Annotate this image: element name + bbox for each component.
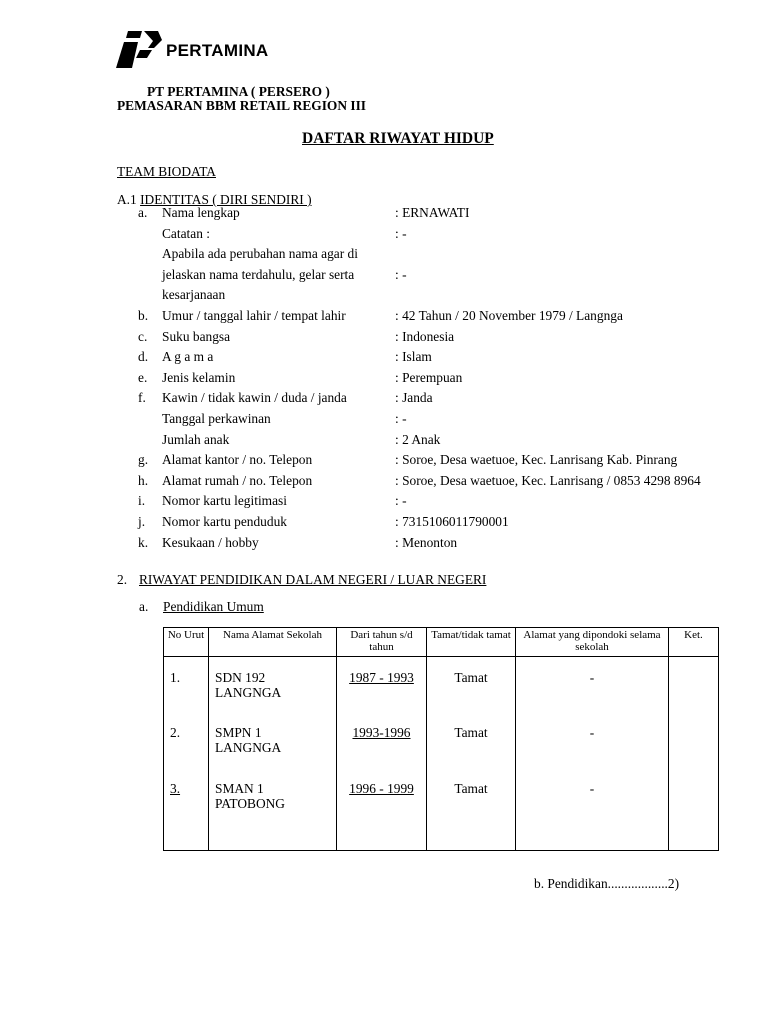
identity-row-letter: a.	[138, 205, 148, 220]
col-header-years: Dari tahun s/d tahun	[337, 628, 427, 657]
row-years: 1987 - 1993	[337, 657, 427, 713]
identity-row-letter: h.	[138, 472, 149, 488]
identity-row-value: : -	[395, 266, 407, 282]
row-note	[669, 769, 719, 851]
identity-row-label: kesarjanaan	[162, 287, 226, 303]
identity-row	[0, 203, 768, 223]
identity-row-label: Alamat rumah / no. Telepon	[162, 472, 313, 488]
identity-row	[0, 327, 768, 347]
identity-row	[0, 430, 768, 450]
identity-row-value: : Janda	[395, 390, 433, 406]
row-status: Tamat	[427, 657, 516, 713]
identity-row-letter: i.	[138, 493, 146, 509]
identity-row	[0, 533, 768, 553]
identity-row	[0, 471, 768, 491]
identity-row-label: Nomor kartu legitimasi	[162, 493, 287, 509]
identity-row-label: Jumlah anak	[162, 431, 230, 447]
identity-row-letter: k.	[138, 534, 149, 550]
row-no: 1.	[164, 657, 209, 713]
identity-row	[0, 388, 768, 408]
identity-row-letter: d.	[138, 349, 149, 365]
row-note	[669, 713, 719, 769]
identity-row-label: Catatan :	[162, 225, 210, 241]
identity-row-value: : Soroe, Desa waetuoe, Kec. Lanrisang Kab. Pinrang	[395, 452, 678, 468]
identity-row-value: : 2 Anak	[395, 431, 441, 447]
pertamina-emblem-icon	[114, 28, 164, 72]
identity-row-label: Kawin / tidak kawin / duda / janda	[162, 390, 347, 406]
col-header-no: No Urut	[164, 628, 209, 657]
identity-row-letter: b.	[138, 308, 149, 323]
row-address: -	[516, 657, 669, 713]
row-no: 3.	[164, 769, 209, 851]
identity-row-label: Tanggal perkawinan	[162, 411, 271, 426]
identity-row-label: Nama lengkap	[162, 205, 240, 220]
col-header-status: Tamat/tidak tamat	[427, 628, 516, 657]
identity-row-label: Jenis kelamin	[162, 369, 236, 385]
identity-row	[0, 306, 768, 326]
col-header-address: Alamat yang dipondoki selama sekolah	[516, 628, 669, 657]
table-header-row	[164, 628, 719, 657]
table-row	[164, 713, 719, 769]
identity-row-letter: c.	[138, 328, 148, 344]
identity-row-letter: j.	[138, 514, 146, 529]
identity-row-value: : ERNAWATI	[395, 205, 470, 220]
identity-row-value: : Islam	[395, 349, 432, 365]
row-status: Tamat	[427, 769, 516, 851]
division-name: PEMASARAN BBM RETAIL REGION III	[117, 98, 367, 113]
row-years: 1996 - 1999	[337, 769, 427, 851]
row-no: 2.	[164, 713, 209, 769]
identity-row-label: Umur / tanggal lahir / tempat lahir	[162, 308, 346, 323]
education-heading: RIWAYAT PENDIDIKAN DALAM NEGERI / LUAR NEGERI	[139, 572, 487, 587]
identity-row-letter: g.	[138, 452, 149, 468]
document-title: DAFTAR RIWAYAT HIDUP	[302, 130, 494, 147]
col-header-note: Ket.	[669, 628, 719, 657]
identity-row	[0, 409, 768, 429]
identity-row-label: Suku bangsa	[162, 328, 231, 344]
logo-text: PERTAMINA	[166, 41, 269, 60]
identity-row-label: Nomor kartu penduduk	[162, 514, 287, 529]
identity-row-value: : 7315106011790001	[395, 514, 509, 529]
identity-row	[0, 347, 768, 367]
table-row	[164, 769, 719, 851]
identity-row-value: : -	[395, 411, 407, 426]
identity-row-value: : Menonton	[395, 534, 458, 550]
identity-row	[0, 265, 768, 285]
education-table	[163, 627, 719, 851]
identity-row-letter: e.	[138, 369, 148, 385]
identity-row-value: : Perempuan	[395, 369, 463, 385]
identity-row-value: : Indonesia	[395, 328, 455, 344]
identity-heading-text: IDENTITAS ( DIRI SENDIRI )	[140, 192, 312, 207]
row-school: SMPN 1 LANGNGA	[209, 713, 337, 769]
identity-row-label: Apabila ada perubahan nama agar di	[162, 246, 358, 262]
row-school: SDN 192 LANGNGA	[209, 657, 337, 713]
identity-row	[0, 368, 768, 388]
education-number: 2.	[117, 572, 128, 587]
company-name: PT PERTAMINA ( PERSERO )	[147, 84, 330, 99]
identity-row-label: Kesukaan / hobby	[162, 534, 259, 550]
identity-row	[0, 450, 768, 470]
identity-row-value: : -	[395, 493, 407, 509]
identity-row-value: : 42 Tahun / 20 November 1979 / Langnga	[395, 308, 623, 323]
identity-row-letter: f.	[138, 390, 146, 406]
row-note	[669, 657, 719, 713]
identity-row-label: Alamat kantor / no. Telepon	[162, 452, 313, 468]
education-sub-letter: a.	[139, 599, 149, 614]
identity-row	[0, 224, 768, 244]
row-address: -	[516, 769, 669, 851]
row-school: SMAN 1 PATOBONG	[209, 769, 337, 851]
section-team-biodata: TEAM BIODATA	[117, 164, 216, 179]
identity-row-label: A g a m a	[162, 349, 214, 365]
education-sub-heading: Pendidikan Umum	[163, 599, 264, 614]
row-years: 1993-1996	[337, 713, 427, 769]
identity-row-label: jelaskan nama terdahulu, gelar serta	[162, 266, 355, 282]
row-status: Tamat	[427, 713, 516, 769]
identity-row	[0, 244, 768, 264]
identity-row-value: : -	[395, 225, 407, 241]
identity-row	[0, 512, 768, 532]
table-row	[164, 657, 719, 713]
identity-prefix: A.1	[117, 192, 141, 207]
identity-row-value: : Soroe, Desa waetuoe, Kec. Lanrisang / 0853 4298 8964	[395, 472, 701, 488]
pertamina-logo	[114, 28, 274, 72]
col-header-school: Nama Alamat Sekolah	[209, 628, 337, 657]
identity-row	[0, 491, 768, 511]
row-address: -	[516, 713, 669, 769]
footer-note: b. Pendidikan..................2)	[534, 876, 680, 891]
identity-row	[0, 285, 768, 305]
